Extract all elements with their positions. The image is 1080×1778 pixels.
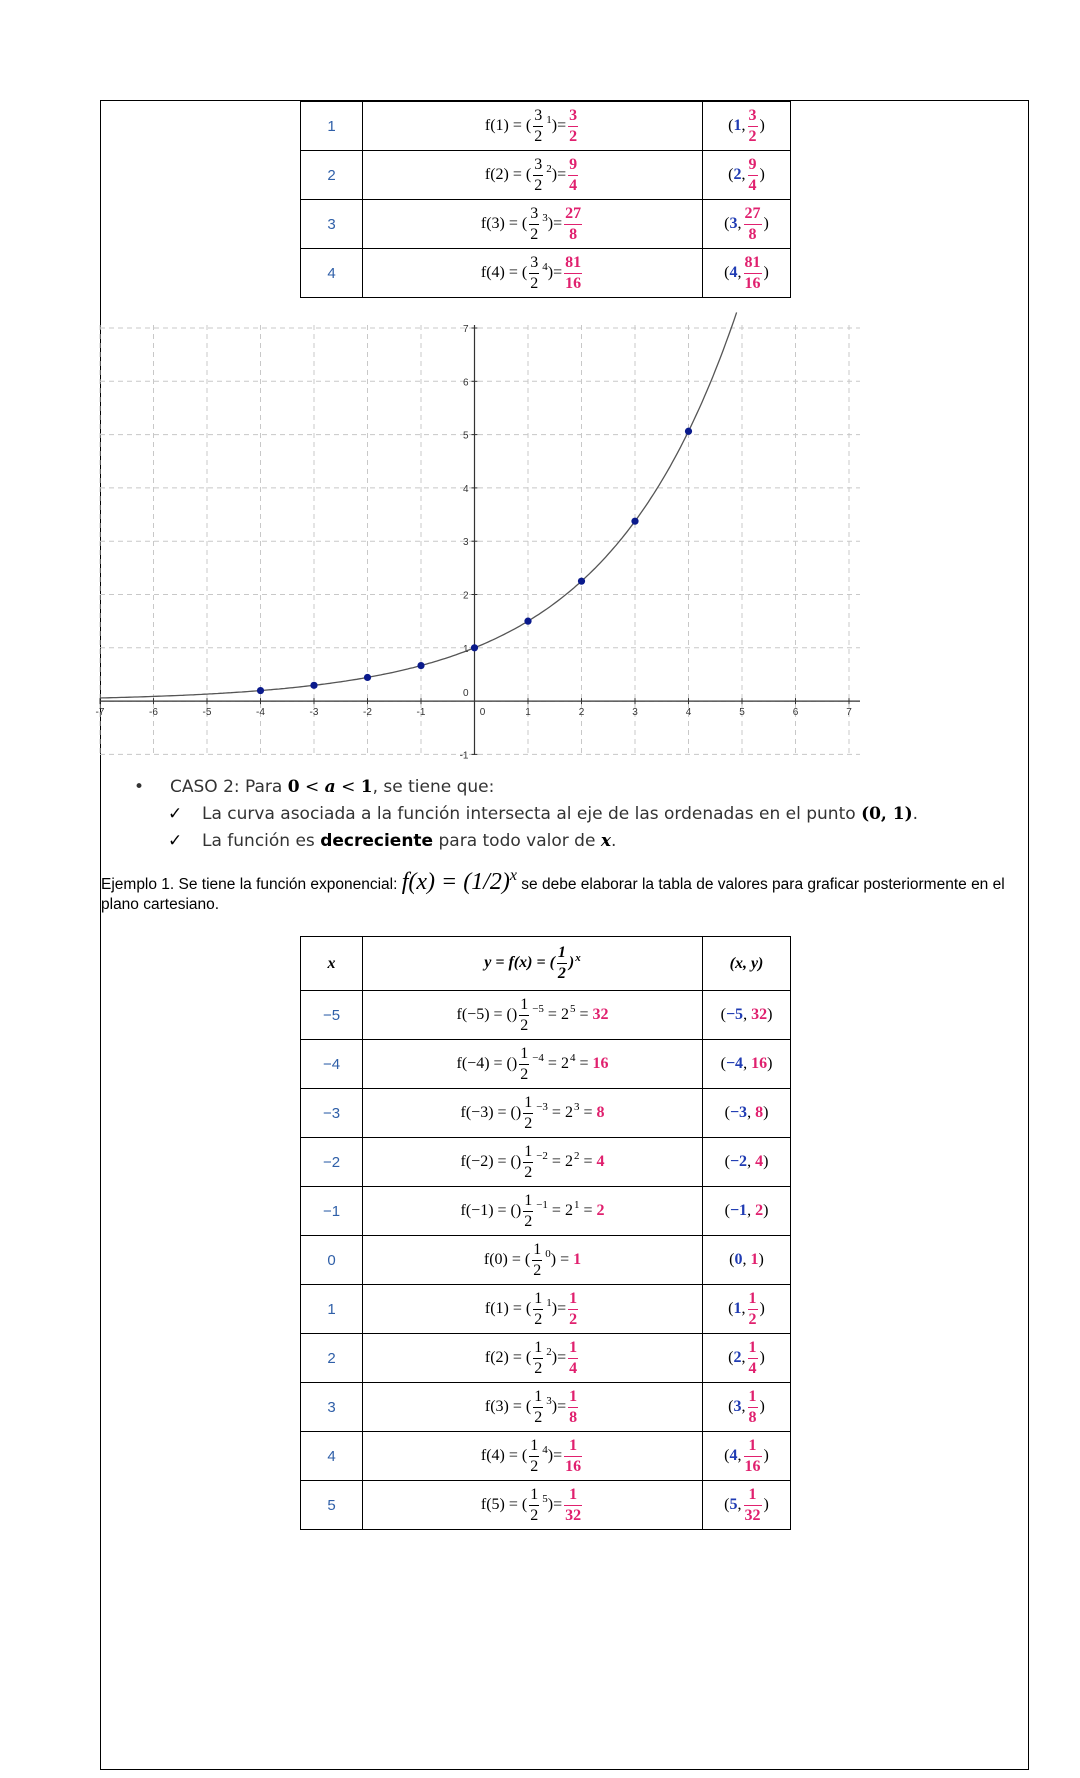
x-tick-label: -1 <box>416 707 426 719</box>
base-fraction: $\frac{3}{2}$ <box>534 106 543 145</box>
data-point <box>257 687 264 694</box>
function-value <box>363 1432 703 1481</box>
base-fraction: $\frac{1}{2}$ <box>534 1387 543 1426</box>
x-value: 3 <box>301 1383 363 1432</box>
equals: )= <box>547 214 563 232</box>
equals: = <box>579 1103 597 1121</box>
x-tick-label: 2 <box>578 707 585 719</box>
equals: )= <box>551 116 567 134</box>
function-label: f(−5) = ( <box>456 1005 512 1023</box>
equals: = <box>575 1005 593 1023</box>
base-fraction: $\frac{1}{2}$ <box>530 1485 539 1524</box>
header-y-suffix: ) <box>568 954 575 972</box>
paren: ) <box>515 1103 522 1121</box>
function-label: f(−3) = ( <box>460 1103 516 1121</box>
x-tick-label: 3 <box>632 707 638 719</box>
y-tick-label: 7 <box>462 324 469 335</box>
point-value: (4, $\frac{81}{16}$ ) <box>703 249 791 298</box>
base-fraction: $\frac{1}{2}$ <box>530 1436 539 1475</box>
table-row <box>301 1236 791 1285</box>
point-value: (3, $\frac{27}{8}$ ) <box>703 200 791 249</box>
point-y: $\frac{1}{4}$ <box>748 1338 757 1377</box>
point-value: (4, $\frac{1}{16}$ ) <box>703 1432 791 1481</box>
paren: ) <box>511 1054 518 1072</box>
equals: ) = <box>550 1250 574 1268</box>
top-values-table <box>300 101 791 298</box>
exponent: 4 <box>542 261 548 274</box>
header-xy: (x, y) <box>703 937 791 991</box>
function-value <box>363 1481 703 1530</box>
function-value <box>363 1383 703 1432</box>
exponent: −1 <box>536 1199 548 1212</box>
function-label: f(−2) = ( <box>460 1152 516 1170</box>
power: 1 <box>573 1199 580 1212</box>
point-x: 4 <box>729 263 738 281</box>
x-tick-label: -3 <box>309 707 319 719</box>
point-value: (1, $\frac{3}{2}$ ) <box>703 102 791 151</box>
x-value: 2 <box>301 151 363 200</box>
exponent: −2 <box>536 1150 548 1163</box>
x-tick-label: 7 <box>846 707 852 719</box>
point-x: −3 <box>729 1104 748 1121</box>
point-x: 0 <box>734 1251 743 1268</box>
point-value: (5, $\frac{1}{32}$ ) <box>703 1481 791 1530</box>
table-row <box>301 1481 791 1530</box>
result-fraction: $\frac{3}{2}$ <box>569 106 578 145</box>
paren: ) <box>515 1152 522 1170</box>
table-row <box>301 1383 791 1432</box>
data-point <box>578 578 585 585</box>
header-y-prefix: y = f(x) = ( <box>484 954 555 972</box>
result-fraction: $\frac{1}{16}$ <box>565 1436 582 1475</box>
exponential-curve <box>100 312 737 698</box>
table-row <box>301 1334 791 1383</box>
exponent: 5 <box>542 1493 548 1506</box>
point-y: $\frac{3}{2}$ <box>748 106 757 145</box>
x-tick-label: -4 <box>256 707 265 719</box>
base-fraction: $\frac{3}{2}$ <box>530 204 539 243</box>
function-value <box>363 102 703 151</box>
base-fraction: $\frac{1}{2}$ <box>520 995 529 1034</box>
data-point <box>471 644 478 651</box>
equals: = <box>579 1152 597 1170</box>
function-value <box>363 151 703 200</box>
result: 32 <box>592 1005 609 1023</box>
x-value: −3 <box>301 1089 363 1138</box>
y-tick-label: 1 <box>462 643 469 655</box>
x-value: 3 <box>301 200 363 249</box>
point-y: 8 <box>755 1104 764 1121</box>
point-x: 4 <box>729 1446 738 1464</box>
point-y: $\frac{1}{32}$ <box>744 1485 761 1524</box>
x-value: 1 <box>301 102 363 151</box>
point-value: (0, 1) <box>703 1236 791 1285</box>
table-row <box>301 1089 791 1138</box>
base-fraction: $\frac{1}{2}$ <box>524 1142 533 1181</box>
data-point <box>631 518 638 525</box>
x-tick-label: 5 <box>739 707 745 719</box>
x-value: 4 <box>301 249 363 298</box>
point-y: 4 <box>755 1153 764 1170</box>
caso2-item-intersection: ✓ La curva asociada a la función intersecta al eje de las ordenadas en el punto (0, 1). <box>202 801 918 828</box>
table-header-row <box>301 937 791 991</box>
x-value: 0 <box>301 1236 363 1285</box>
power: 4 <box>569 1052 576 1065</box>
base-fraction: $\frac{1}{2}$ <box>524 1191 533 1230</box>
function-value <box>363 1236 703 1285</box>
power: 5 <box>569 1003 576 1016</box>
caso2-item-decreasing: ✓ La función es decreciente para todo valor de x. <box>202 828 616 855</box>
result-fraction: $\frac{81}{16}$ <box>565 253 582 292</box>
point-y: $\frac{1}{8}$ <box>748 1387 757 1426</box>
x-tick-label: -2 <box>363 707 372 719</box>
caso2-heading: CASO 2: Para 0 < a < 1, se tiene que: <box>170 777 495 797</box>
equals: )= <box>551 1348 567 1366</box>
exponent: 2 <box>546 163 552 176</box>
table-row <box>301 1040 791 1089</box>
result-fraction: $\frac{27}{8}$ <box>565 204 582 243</box>
header-y <box>363 937 703 991</box>
paren: ) <box>511 1005 518 1023</box>
data-point <box>685 428 692 435</box>
table-row <box>301 1285 791 1334</box>
point-x: 2 <box>733 1348 742 1366</box>
ejemplo-paragraph: Ejemplo 1. Se tiene la función exponencial: $f(x) = (1/2)^x$ se debe elaborar la tabla de valores para graficar posteriormente en el plano cartesiano. <box>101 867 1005 913</box>
base-fraction: $\frac{3}{2}$ <box>534 155 543 194</box>
point-x: 1 <box>733 116 742 134</box>
point-y: $\frac{1}{2}$ <box>748 1289 757 1328</box>
function-label: f(5) = ( <box>480 1495 528 1513</box>
exponential-growth-chart <box>95 324 860 762</box>
function-label: f(2) = ( <box>484 165 532 183</box>
base-fraction: $\frac{1}{2}$ <box>524 1093 533 1132</box>
table-row <box>301 991 791 1040</box>
exponent: −5 <box>532 1003 544 1016</box>
function-label: f(2) = ( <box>484 1348 532 1366</box>
exponent: −3 <box>536 1101 548 1114</box>
point-y: 16 <box>751 1055 768 1072</box>
x-tick-label: 4 <box>685 707 692 719</box>
equals: )= <box>547 263 563 281</box>
header-x: x <box>301 937 363 991</box>
x-tick-label: 6 <box>792 707 799 719</box>
equals: )= <box>551 165 567 183</box>
function-label: f(4) = ( <box>480 1446 528 1464</box>
result-fraction: $\frac{1}{2}$ <box>569 1289 578 1328</box>
point-value: (−4, 16) <box>703 1040 791 1089</box>
point-value: (2, $\frac{9}{4}$ ) <box>703 151 791 200</box>
point-y: 1 <box>750 1251 759 1268</box>
y-tick-label: -1 <box>459 750 469 762</box>
equals: = 2 <box>547 1152 573 1170</box>
header-fraction: $\frac{1}{2}$ <box>557 944 566 982</box>
point-y: $\frac{81}{16}$ <box>744 253 761 292</box>
result-fraction: $\frac{1}{8}$ <box>569 1387 578 1426</box>
exponent: 1 <box>546 1297 552 1310</box>
bullet: • <box>134 777 145 797</box>
x-value: 4 <box>301 1432 363 1481</box>
result: 1 <box>573 1250 582 1268</box>
x-tick-label: -6 <box>149 707 158 719</box>
point-x: 1 <box>733 1299 742 1317</box>
data-point <box>524 618 531 625</box>
point-value: (−1, 2) <box>703 1187 791 1236</box>
result-fraction: $\frac{1}{32}$ <box>565 1485 582 1524</box>
result: 8 <box>596 1103 605 1121</box>
exponent: 3 <box>542 212 548 225</box>
base-fraction: $\frac{1}{2}$ <box>520 1044 529 1083</box>
function-value <box>363 200 703 249</box>
y-tick-label: 5 <box>462 430 469 442</box>
base-fraction: $\frac{1}{2}$ <box>534 1338 543 1377</box>
y-tick-label: 3 <box>462 537 469 549</box>
result: 16 <box>592 1054 609 1072</box>
y-tick-label: 4 <box>462 483 469 495</box>
point-x: 3 <box>733 1397 742 1415</box>
ejemplo-formula: $f(x) = (1/2)^x$ <box>401 867 517 895</box>
exponent: 3 <box>546 1395 552 1408</box>
function-value <box>363 1138 703 1187</box>
result-fraction: $\frac{1}{4}$ <box>569 1338 578 1377</box>
function-label: f(4) = ( <box>480 263 528 281</box>
function-label: f(1) = ( <box>484 116 532 134</box>
equals: = <box>579 1201 597 1219</box>
function-value <box>363 1187 703 1236</box>
header-exponent: x <box>575 951 581 964</box>
exponent: −4 <box>532 1052 544 1065</box>
equals: = 2 <box>547 1103 573 1121</box>
power: 3 <box>573 1101 580 1114</box>
point-value: (−2, 4) <box>703 1138 791 1187</box>
exponent: 4 <box>542 1444 548 1457</box>
point-y: $\frac{9}{4}$ <box>748 155 757 194</box>
function-value <box>363 1089 703 1138</box>
data-point <box>364 674 371 681</box>
paren: ) <box>515 1201 522 1219</box>
data-point <box>310 682 317 689</box>
function-label: f(−1) = ( <box>460 1201 516 1219</box>
equals: )= <box>547 1495 563 1513</box>
function-value <box>363 1334 703 1383</box>
x-tick-label: -7 <box>95 707 105 719</box>
function-value <box>363 1285 703 1334</box>
point-value: (−3, 8) <box>703 1089 791 1138</box>
equals: = <box>575 1054 593 1072</box>
exponent: 2 <box>546 1346 552 1359</box>
x-value: −1 <box>301 1187 363 1236</box>
base-fraction: $\frac{3}{2}$ <box>530 253 539 292</box>
function-value <box>363 1040 703 1089</box>
table-row <box>301 1138 791 1187</box>
equals: )= <box>551 1299 567 1317</box>
point-y: $\frac{27}{8}$ <box>744 204 761 243</box>
table-row <box>301 1187 791 1236</box>
function-label: f(−4) = ( <box>456 1054 512 1072</box>
point-x: −5 <box>725 1006 744 1023</box>
check-icon: ✓ <box>168 804 183 824</box>
equals: )= <box>551 1397 567 1415</box>
x-tick-label: -5 <box>202 707 212 719</box>
x-tick-label: 0 <box>479 707 486 719</box>
check-icon: ✓ <box>168 831 183 851</box>
function-label: f(1) = ( <box>484 1299 532 1317</box>
x-tick-label: 1 <box>525 707 531 719</box>
equals: = 2 <box>543 1054 569 1072</box>
point-y: 32 <box>751 1006 768 1023</box>
table-row <box>301 151 791 200</box>
point-x: −4 <box>725 1055 744 1072</box>
point-y: $\frac{1}{16}$ <box>744 1436 761 1475</box>
y-tick-label: 2 <box>462 590 469 602</box>
x-value: −5 <box>301 991 363 1040</box>
function-value <box>363 991 703 1040</box>
table-row <box>301 1432 791 1481</box>
equals: = 2 <box>547 1201 573 1219</box>
result: 4 <box>596 1152 605 1170</box>
point-value: (1, $\frac{1}{2}$ ) <box>703 1285 791 1334</box>
point-x: 5 <box>729 1495 738 1513</box>
point-x: 2 <box>733 165 742 183</box>
ejemplo-label: Ejemplo 1. <box>101 876 175 893</box>
function-value <box>363 249 703 298</box>
point-x: 3 <box>729 214 738 232</box>
function-label: f(0) = ( <box>483 1250 531 1268</box>
function-label: f(3) = ( <box>480 214 528 232</box>
base-fraction: $\frac{1}{2}$ <box>533 1240 542 1279</box>
equals: )= <box>547 1446 563 1464</box>
equals: = 2 <box>543 1005 569 1023</box>
table-row <box>301 249 791 298</box>
point-y: 2 <box>755 1202 764 1219</box>
x-value: −2 <box>301 1138 363 1187</box>
result-fraction: $\frac{9}{4}$ <box>569 155 578 194</box>
exponent: 0 <box>545 1248 551 1261</box>
point-x: −2 <box>729 1153 748 1170</box>
point-value: (−5, 32) <box>703 991 791 1040</box>
x-value: 5 <box>301 1481 363 1530</box>
point-value: (3, $\frac{1}{8}$ ) <box>703 1383 791 1432</box>
result: 2 <box>596 1201 605 1219</box>
base-fraction: $\frac{1}{2}$ <box>534 1289 543 1328</box>
x-value: 1 <box>301 1285 363 1334</box>
x-value: −4 <box>301 1040 363 1089</box>
function-label: f(3) = ( <box>484 1397 532 1415</box>
y-tick-label: 6 <box>462 377 469 389</box>
x-value: 2 <box>301 1334 363 1383</box>
point-x: −1 <box>729 1202 748 1219</box>
point-value: (2, $\frac{1}{4}$ ) <box>703 1334 791 1383</box>
y-tick-label: 0 <box>462 688 469 700</box>
table-row <box>301 102 791 151</box>
bottom-values-table <box>300 936 791 1530</box>
power: 2 <box>573 1150 580 1163</box>
data-point <box>417 662 424 669</box>
table-row <box>301 200 791 249</box>
exponent: 1 <box>546 114 552 127</box>
